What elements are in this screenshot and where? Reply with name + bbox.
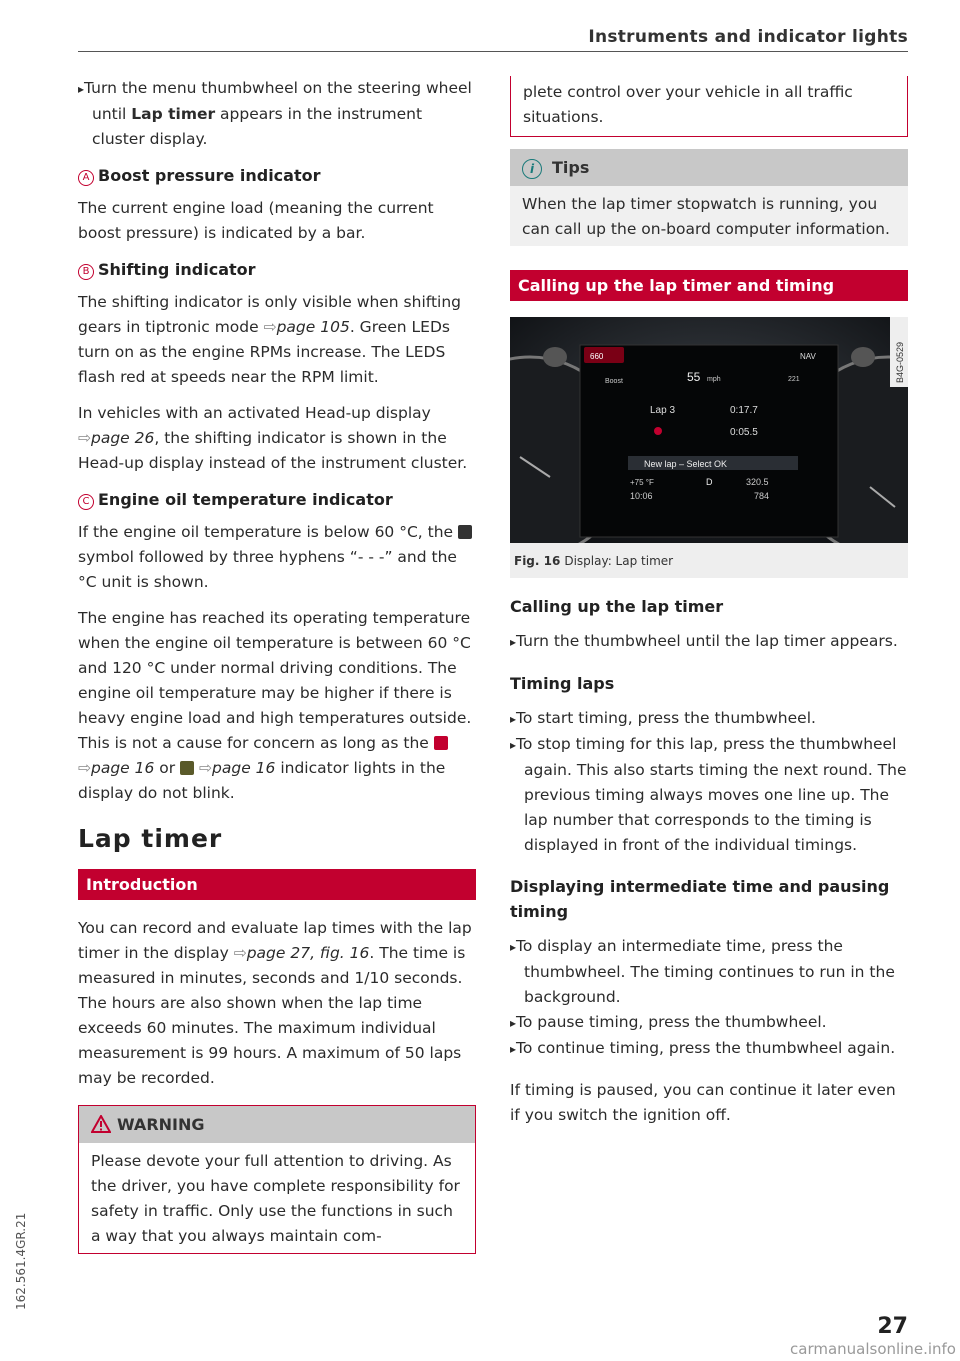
warning-title: WARNING <box>117 1115 205 1134</box>
callout-a-icon: A <box>78 170 94 186</box>
callout-b-icon: B <box>78 264 94 280</box>
page-number: 27 <box>877 1314 908 1339</box>
pause-text: If timing is paused, you can continue it later even if you switch the ignition off. <box>510 1081 896 1124</box>
fig-nav: NAV <box>800 352 816 361</box>
figure <box>510 317 908 578</box>
page-ref-link[interactable] <box>234 944 370 962</box>
shift-text-1a: The shifting indicator is only visible when shifting gears in tiptronic mode <box>78 293 461 336</box>
intro-bullet-end: appears in the instrument cluster display. <box>92 105 423 148</box>
timing-bullet: ▸ To start timing, press the thumbwheel. <box>510 706 908 732</box>
arrow-icon: ⇨ <box>199 759 213 777</box>
timing-bullet: ▸ To stop timing for this lap, press the thumbwheel again. This also starts timing the next round. The previous timing always moves one line up. The lap number that corresponds to the timing is displayed in front of the individual timings. <box>510 732 908 858</box>
oil-text-1b: symbol followed by three hyphens “- - -” and the °C unit is shown. <box>78 548 457 591</box>
header-rule <box>78 51 908 52</box>
shift-text-2b: , the shifting indicator is shown in the Head-up display instead of the instrument cluster. <box>78 429 468 472</box>
section-bar: Calling up the lap timer and timing <box>510 270 908 301</box>
fig-temp: +75 °F <box>630 478 654 487</box>
red-warning-icon <box>434 736 448 750</box>
introduction-bar: Introduction <box>78 869 476 900</box>
warning-continued: plete control over your vehicle in all traffic situations. <box>510 76 908 137</box>
oil-heading <box>78 487 476 512</box>
page-ref-link[interactable] <box>78 759 154 777</box>
intro-ref: page 27, fig. 16 <box>246 944 370 962</box>
fig-gear: D <box>706 477 713 487</box>
fig-odo1: 320.5 <box>746 477 769 487</box>
boost-text: The current engine load (meaning the current boost pressure) is indicated by a bar. <box>78 199 434 242</box>
page-ref-link[interactable] <box>78 429 154 447</box>
intro-bullet-bold: Lap timer <box>131 105 216 123</box>
oil-text-2a: The engine has reached its operating temperature when the engine oil temperature is between 60 °C and 120 °C under normal driving conditions. The engine oil temperature may be higher if there is heavy engine load and high temperatures outside. This is not a cause for concern as long as the <box>78 609 472 752</box>
yellow-warning-icon <box>180 761 194 775</box>
shift-text-2a: In vehicles with an activated Head-up display <box>78 404 431 422</box>
intermediate-bullet: ▸ To continue timing, press the thumbwheel again. <box>510 1036 908 1062</box>
oil-ref-2: page 16 <box>212 759 276 777</box>
oil-text-2c: indicator lights in the display do not blink. <box>78 759 446 802</box>
left-column <box>78 76 476 1254</box>
page-ref-link[interactable] <box>264 318 350 336</box>
intro-text-a: You can record and evaluate lap times with the lap timer in the display <box>78 919 472 962</box>
arrow-icon: ⇨ <box>233 944 247 962</box>
right-column <box>510 76 908 1139</box>
fig-lap-time: 0:17.7 <box>730 405 758 416</box>
watermark: carmanualsonline.info <box>790 1340 956 1358</box>
shift-heading <box>78 257 476 282</box>
warning-triangle-icon <box>91 1115 111 1133</box>
arrow-icon: ⇨ <box>78 429 91 447</box>
page-ref-link[interactable] <box>199 759 275 777</box>
shift-title: Shifting indicator <box>98 260 256 279</box>
fig-clock: 10:06 <box>630 491 653 501</box>
oil-title: Engine oil temperature indicator <box>98 490 393 509</box>
side-code: 162.561.4GR.21 <box>14 1212 28 1310</box>
callout-c-icon: C <box>78 494 94 510</box>
shift-ref-1: page 105 <box>276 318 350 336</box>
intermediate-bullet: ▸ To display an intermediate time, press the thumbwheel. The timing continues to run in the background. <box>510 934 908 1010</box>
fig-code: B4G-0529 <box>895 341 905 383</box>
fig-speed: 55 <box>687 370 701 384</box>
tips-text: When the lap timer stopwatch is running, you can call up the on-board computer information. <box>510 186 908 246</box>
fig-split: 0:05.5 <box>730 427 758 438</box>
intro-bullet <box>78 76 476 152</box>
arrow-icon: ⇨ <box>78 759 91 777</box>
fig-speed-unit: mph <box>707 376 721 383</box>
info-icon: i <box>522 159 542 179</box>
lap-timer-heading: Lap timer <box>78 824 223 853</box>
timing-heading: Timing laps <box>510 674 615 693</box>
intro-text-b: . The time is measured in minutes, seconds and 1/10 seconds. The hours are also shown when the lap time exceeds 60 minutes. The maximum individual measurement is 99 hours. A maximum of 50 laps may be recorded. <box>78 944 466 1087</box>
fig-boost: Boost <box>605 378 623 385</box>
oil-ref-1: page 16 <box>91 759 155 777</box>
shift-text-2 <box>78 401 476 476</box>
shift-text-1 <box>78 290 476 390</box>
warning-text: Please devote your full attention to driving. As the driver, you have complete responsibility for safety in traffic. Only use the functions in such a way that you always maintain com- <box>91 1152 460 1245</box>
boost-title: Boost pressure indicator <box>98 166 321 185</box>
running-header: Instruments and indicator lights <box>588 27 908 47</box>
intro-bullet-text: Turn the menu thumbwheel on the steering wheel until <box>84 79 472 123</box>
fig-lap: Lap 3 <box>650 405 676 416</box>
fig-odo2: 784 <box>754 491 770 501</box>
oil-text-1 <box>78 520 476 595</box>
warning-header <box>79 1106 475 1143</box>
shift-text-1b: . Green LEDs turn on as the engine RPMs increase. The LEDS flash red at speeds near the RPM limit. <box>78 318 450 386</box>
fig-label: Fig. 16 <box>514 554 561 568</box>
call-heading: Calling up the lap timer <box>510 597 724 616</box>
fig-range: 221 <box>788 376 800 383</box>
intro-text <box>78 916 476 1091</box>
arrow-icon: ⇨ <box>263 318 277 336</box>
oil-text-2b: or <box>154 759 181 777</box>
tips-header <box>510 149 908 186</box>
figure-caption <box>510 543 908 578</box>
oil-text-1a: If the engine oil temperature is below 60 °C, the <box>78 523 459 541</box>
call-bullet: ▸ Turn the thumbwheel until the lap timer appears. <box>510 629 908 655</box>
intermediate-bullet: ▸ To pause timing, press the thumbwheel. <box>510 1010 908 1036</box>
shift-ref-2: page 26 <box>91 429 155 447</box>
boost-heading <box>78 163 476 188</box>
tips-title: Tips <box>552 158 590 177</box>
intermediate-heading: Displaying intermediate time and pausing timing <box>510 877 890 921</box>
warning-box <box>78 1105 476 1254</box>
fig-menu: New lap – Select OK <box>644 459 728 469</box>
oil-text-2 <box>78 606 476 806</box>
fig-caption-text: Display: Lap timer <box>564 554 674 568</box>
fig-odo-top: 660 <box>590 352 604 361</box>
lap-timer-display-image <box>510 317 908 543</box>
oil-temperature-icon <box>458 525 472 539</box>
